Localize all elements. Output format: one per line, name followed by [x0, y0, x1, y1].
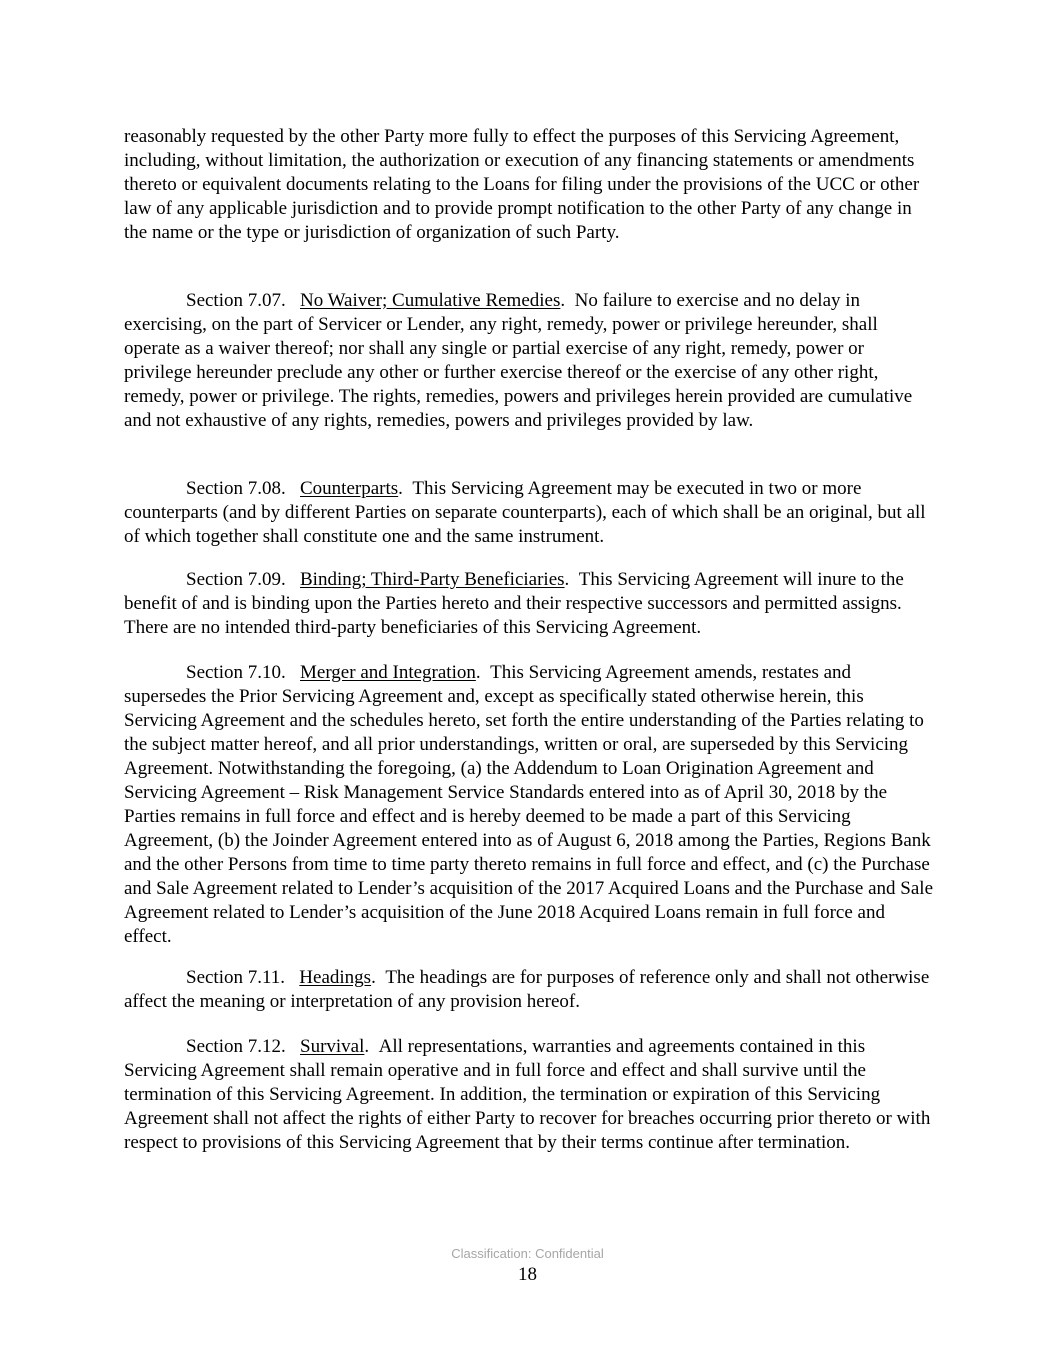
section-heading: Merger and Integration — [300, 662, 476, 683]
classification-label: Classification: Confidential — [451, 1246, 604, 1261]
section-number: Section 7.10. — [186, 662, 286, 683]
section-number: Section 7.11. — [186, 967, 286, 988]
section-number: Section 7.12. — [186, 1036, 286, 1057]
section-heading: No Waiver; Cumulative Remedies — [300, 290, 561, 311]
section-body: No failure to exercise and no delay in exercising, on the part of Servicer or Lender, any right, remedy, power or privilege hereunder, shall operate as a waiver thereof; nor shall any single or partial exercise of any right, remedy, power or privilege hereunder preclude any other or further exercise thereof or the exercise of any other right, remedy, power or privilege. The rights, remedies, powers and privileges herein provided are cumulative and not exhaustive of any rights, remedies, powers and privileges provided by law. — [124, 290, 913, 431]
page-number: 18 — [518, 1264, 537, 1285]
section-heading: Binding; Third-Party Beneficiaries — [300, 569, 565, 590]
section-7-11: Section 7.11. Headings. The headings are for purposes of reference only and shall not otherwise affect the meaning or interpretation of any provision hereof. — [124, 967, 930, 1012]
section-body: This Servicing Agreement will inure to the benefit of and is binding upon the Parties hereto and their respective successors and permitted assigns. There are no intended third-party beneficiaries of this Servicing Agreement. — [124, 569, 904, 638]
section-7-09: Section 7.09. Binding; Third-Party Beneficiaries. This Servicing Agreement will inure to the benefit of and is binding upon the Parties hereto and their respective successors and permitted assigns. There are no intended third-party beneficiaries of this Servicing Agreement. — [124, 569, 904, 638]
section-body: The headings are for purposes of reference only and shall not otherwise affect the meaning or interpretation of any provision hereof. — [124, 967, 930, 1012]
section-heading: Counterparts — [300, 478, 399, 499]
section-number: Section 7.09. — [186, 569, 286, 590]
section-body: This Servicing Agreement may be executed in two or more counterparts (and by different Parties on separate counterparts), each of which shall be an original, but all of which together shall constitute one and the same instrument. — [124, 478, 926, 547]
section-heading: Survival — [300, 1036, 365, 1057]
section-7-10: Section 7.10. Merger and Integration. This Servicing Agreement amends, restates and supersedes the Prior Servicing Agreement and, except as specifically stated otherwise herein, this Servicing Agreement and the schedules hereto, set forth the entire understanding of the Parties relating to the subject matter hereof, and all prior understandings, written or oral, are superseded by this Servicing Agreement. Notwithstanding the foregoing, (a) the Addendum to Loan Origination Agreement and Servicing Agreement – Risk Management Service Standards entered into as of April 30, 2018 by the Parties remains in full force and effect and is hereby deemed to be made a part of this Servicing Agreement, (b) the Joinder Agreement entered into as of August 6, 2018 among the Parties, Regions Bank and the other Persons from time to time party thereto remains in full force and effect, and (c) the Purchase and Sale Agreement related to Lender’s acquisition of the 2017 Acquired Loans and the Purchase and Sale Agreement related to Lender’s acquisition of the June 2018 Acquired Loans remain in full force and effect. — [124, 662, 934, 947]
section-7-07: Section 7.07. No Waiver; Cumulative Remedies. No failure to exercise and no delay in exercising, on the part of Servicer or Lender, any right, remedy, power or privilege hereunder, shall operate as a waiver thereof; nor shall any single or partial exercise of any right, remedy, power or privilege hereunder preclude any other or further exercise thereof or the exercise of any other right, remedy, power or privilege. The rights, remedies, powers and privileges herein provided are cumulative and not exhaustive of any rights, remedies, powers and privileges provided by law. — [124, 290, 913, 431]
section-body: This Servicing Agreement amends, restates and supersedes the Prior Servicing Agreement and, except as specifically stated otherwise herein, this Servicing Agreement and the schedules hereto, set forth the entire understanding of the Parties relating to the subject matter hereof, and all prior understandings, written or oral, are superseded by this Servicing Agreement. Notwithstanding the foregoing, (a) the Addendum to Loan Origination Agreement and Servicing Agreement – Risk Management Service Standards entered into as of April 30, 2018 by the Parties remains in full force and effect and is hereby deemed to be made a part of this Servicing Agreement, (b) the Joinder Agreement entered into as of August 6, 2018 among the Parties, Regions Bank and the other Persons from time to time party thereto remains in full force and effect, and (c) the Purchase and Sale Agreement related to Lender’s acquisition of the 2017 Acquired Loans and the Purchase and Sale Agreement related to Lender’s acquisition of the June 2018 Acquired Loans remain in full force and effect. — [124, 662, 934, 947]
section-7-12: Section 7.12. Survival. All representations, warranties and agreements contained in this Servicing Agreement shall remain operative and in full force and effect and shall survive until the termination of this Servicing Agreement. In addition, the termination or expiration of this Servicing Agreement shall not affect the rights of either Party to recover for breaches occurring prior thereto or with respect to provisions of this Servicing Agreement that by their terms continue after termination. — [124, 1036, 931, 1153]
section-number: Section 7.07. — [186, 290, 286, 311]
section-7-08: Section 7.08. Counterparts. This Servicing Agreement may be executed in two or more counterparts (and by different Parties on separate counterparts), each of which shall be an original, but all of which together shall constitute one and the same instrument. — [124, 478, 926, 547]
section-heading: Headings — [299, 967, 372, 988]
section-number: Section 7.08. — [186, 478, 286, 499]
intro-paragraph: reasonably requested by the other Party more fully to effect the purposes of this Servicing Agreement, including, without limitation, the authorization or execution of any financing statements or amendments thereto or equivalent documents relating to the Loans for filing under the provisions of the UCC or other law of any applicable jurisdiction and to provide prompt notification to the other Party of any change in the name or the type or jurisdiction of organization of such Party. — [124, 126, 920, 243]
section-body: All representations, warranties and agreements contained in this Servicing Agreement shall remain operative and in full force and effect and shall survive until the termination of this Servicing Agreement. In addition, the termination or expiration of this Servicing Agreement shall not affect the rights of either Party to recover for breaches occurring prior thereto or with respect to provisions of this Servicing Agreement that by their terms continue after termination. — [124, 1036, 931, 1153]
